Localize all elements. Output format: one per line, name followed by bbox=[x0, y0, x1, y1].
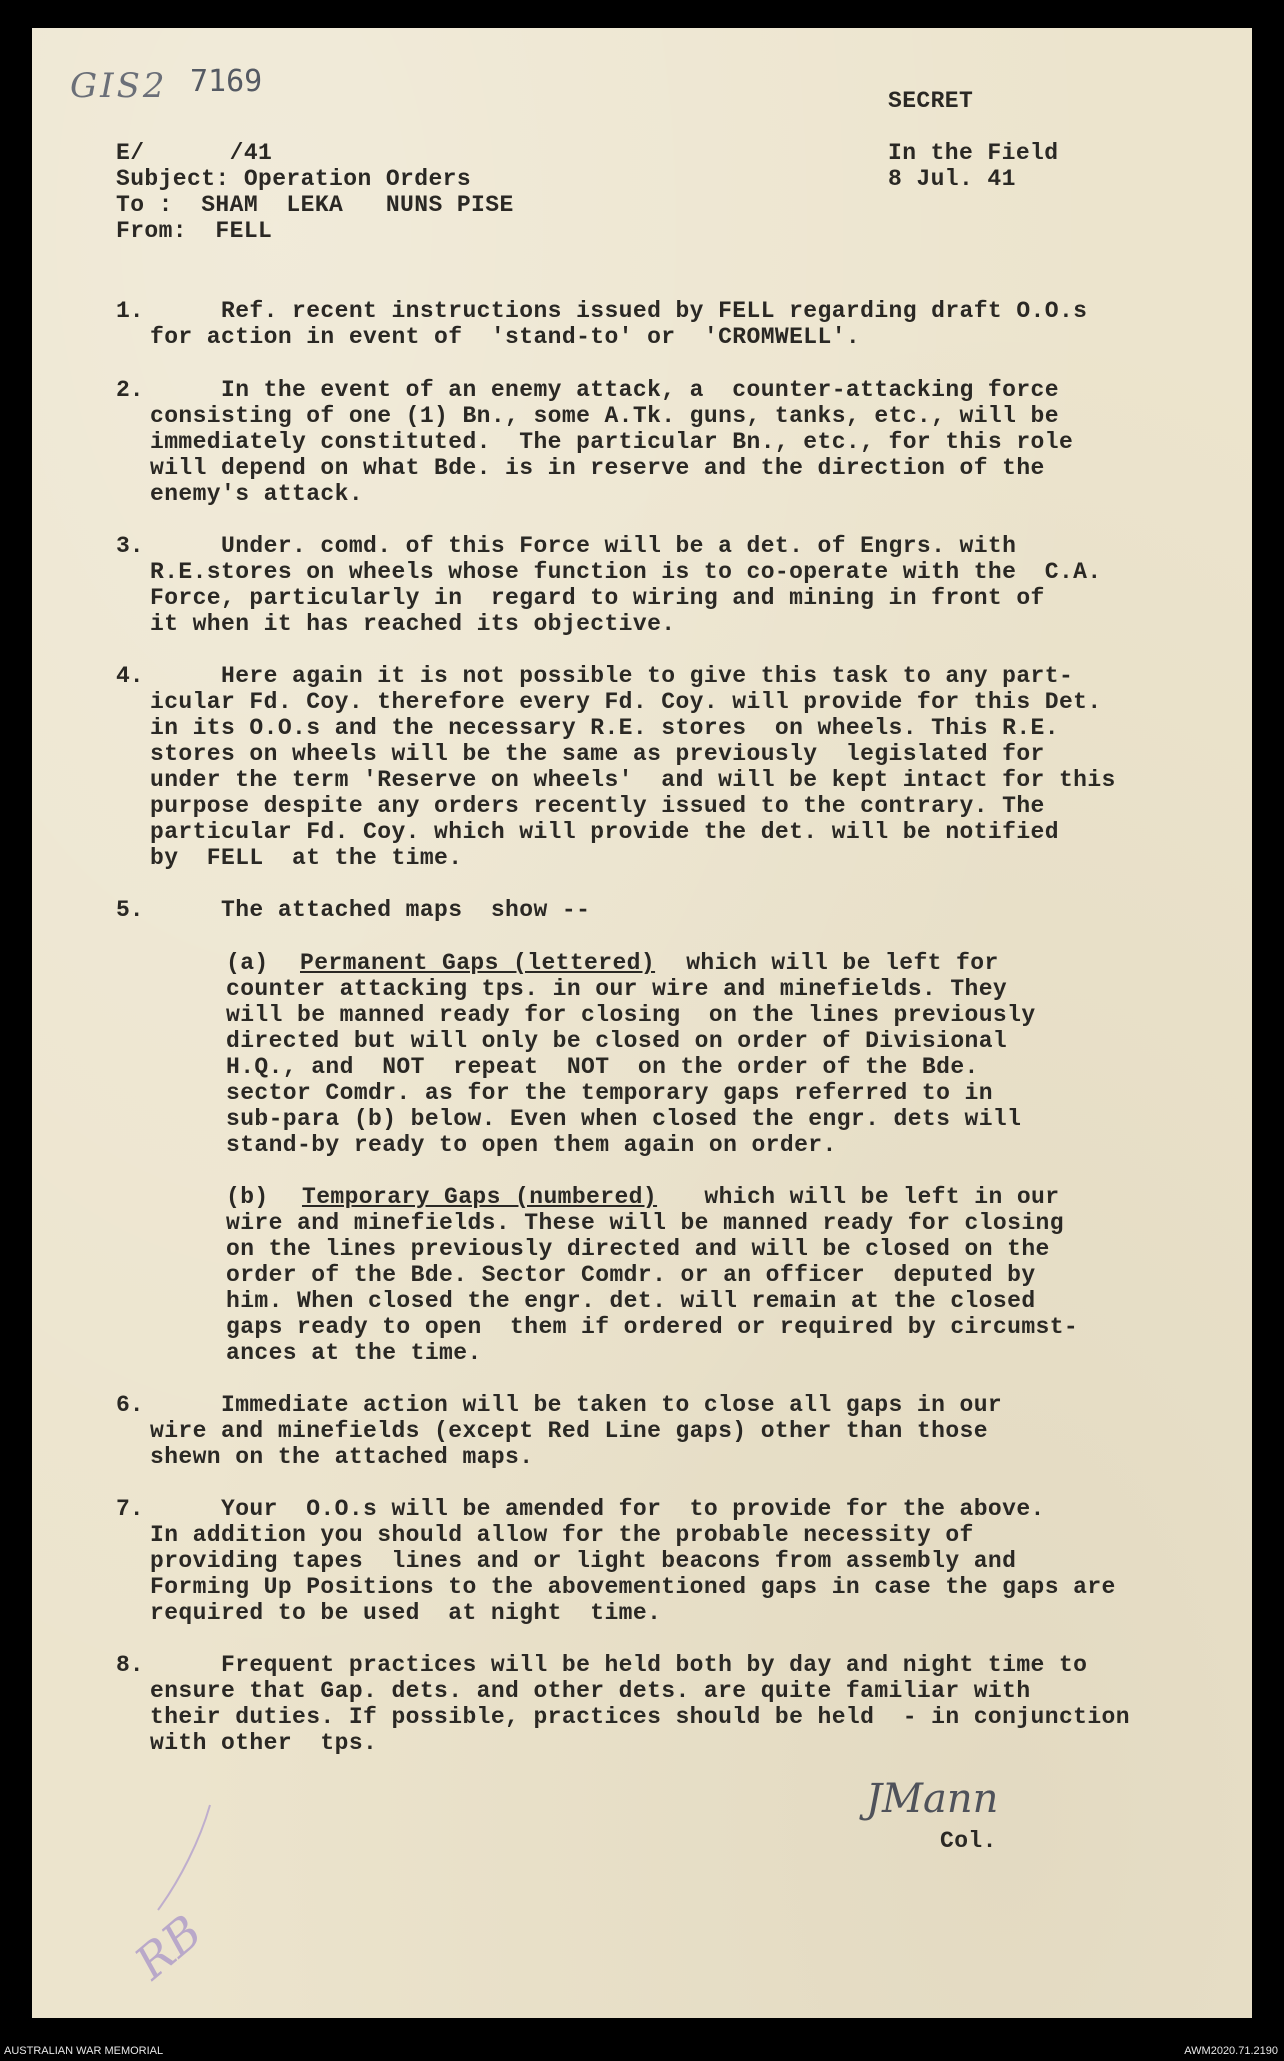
subpara-b-line: order of the Bde. Sector Comdr. or an officer deputed by bbox=[226, 1262, 1036, 1288]
paragraph-6-line: wire and minefields (except Red Line gaps) other than those bbox=[150, 1418, 988, 1444]
paragraph-7-line: In addition you should allow for the probable necessity of bbox=[150, 1522, 974, 1548]
paragraph-2-line: In the event of an enemy attack, a counter-attacking force bbox=[150, 377, 1059, 403]
paragraph-8-line: ensure that Gap. dets. and other dets. are quite familiar with bbox=[150, 1678, 1031, 1704]
paragraph-3-line: Under. comd. of this Force will be a det. of Engrs. with bbox=[150, 533, 1017, 559]
paragraph-number: 7. bbox=[116, 1496, 144, 1522]
paragraph-number: 4. bbox=[116, 663, 144, 689]
subpara-b-heading: Temporary Gaps (numbered) bbox=[302, 1184, 658, 1210]
paragraph-number: 1. bbox=[116, 298, 144, 324]
subpara-a-first-line: which will be left for bbox=[672, 950, 999, 976]
paragraph-2-line: immediately constituted. The particular Bn., etc., for this role bbox=[150, 429, 1074, 455]
subpara-a-line: sector Comdr. as for the temporary gaps referred to in bbox=[226, 1080, 993, 1106]
subpara-a-line: will be manned ready for closing on the lines previously bbox=[226, 1002, 1036, 1028]
paragraph-7-line: providing tapes lines and or light beacons from assembly and bbox=[150, 1548, 1017, 1574]
paragraph-4-line: under the term 'Reserve on wheels' and will be kept intact for this bbox=[150, 767, 1116, 793]
margin-initials: RB bbox=[124, 1904, 212, 1990]
subpara-b-first-line: which will be left in our bbox=[676, 1184, 1060, 1210]
paragraph-1-line: Ref. recent instructions issued by FELL regarding draft O.O.s bbox=[150, 298, 1088, 324]
paragraph-2-line: consisting of one (1) Bn., some A.Tk. guns, tanks, etc., will be bbox=[150, 403, 1059, 429]
paragraph-8-line: Frequent practices will be held both by day and night time to bbox=[150, 1652, 1088, 1678]
sender-line: From: FELL bbox=[116, 218, 273, 244]
subpara-b-line: him. When closed the engr. det. will remain at the closed bbox=[226, 1288, 1036, 1314]
subpara-a-line: directed but will only be closed on order of Divisional bbox=[226, 1028, 1008, 1054]
paragraph-number: 8. bbox=[116, 1652, 144, 1678]
paragraph-3-line: it when it has reached its objective. bbox=[150, 611, 676, 637]
paragraph-6-line: shewn on the attached maps. bbox=[150, 1444, 534, 1470]
subpara-a-label: (a) bbox=[226, 950, 269, 976]
recipients-line: To : SHAM LEKA NUNS PISE bbox=[116, 192, 514, 218]
subpara-a-line: sub-para (b) below. Even when closed the engr. dets will bbox=[226, 1106, 1022, 1132]
subpara-b-line: gaps ready to open them if ordered or required by circumst- bbox=[226, 1314, 1079, 1340]
subpara-a-heading: Permanent Gaps (lettered) bbox=[300, 950, 656, 976]
subpara-a-line: stand-by ready to open them again on order. bbox=[226, 1132, 837, 1158]
pencil-mark bbox=[150, 1800, 220, 1920]
paragraph-number: 5. bbox=[116, 897, 144, 923]
paragraph-4-line: in its O.O.s and the necessary R.E. stores on wheels. This R.E. bbox=[150, 715, 1059, 741]
paragraph-7-line: Your O.O.s will be amended for to provide for the above. bbox=[150, 1496, 1045, 1522]
paragraph-6-line: Immediate action will be taken to close all gaps in our bbox=[150, 1392, 1003, 1418]
subpara-b-label: (b) bbox=[226, 1184, 269, 1210]
paragraph-number: 2. bbox=[116, 377, 144, 403]
classification-marking: SECRET bbox=[888, 88, 974, 114]
paragraph-7-line: Forming Up Positions to the abovementioned gaps in case the gaps are bbox=[150, 1574, 1116, 1600]
subpara-b-line: on the lines previously directed and will be closed on the bbox=[226, 1236, 1050, 1262]
handwritten-reference: GIS2 bbox=[70, 66, 168, 106]
paragraph-7-line: required to be used at night time. bbox=[150, 1600, 662, 1626]
paragraph-number: 6. bbox=[116, 1392, 144, 1418]
signatory-rank: Col. bbox=[940, 1828, 997, 1854]
document-location: In the Field bbox=[888, 140, 1059, 166]
subject-line: Subject: Operation Orders bbox=[116, 166, 472, 192]
paragraph-4-line: stores on wheels will be the same as previously legislated for bbox=[150, 741, 1045, 767]
footer-archive: AUSTRALIAN WAR MEMORIAL bbox=[4, 2045, 164, 2057]
document-reference: E/ /41 bbox=[116, 140, 273, 166]
paragraph-2-line: will depend on what Bde. is in reserve and the direction of the bbox=[150, 455, 1045, 481]
paragraph-4-line: purpose despite any orders recently issued to the contrary. The bbox=[150, 793, 1045, 819]
paragraph-1-line: for action in event of 'stand-to' or 'CROMWELL'. bbox=[150, 324, 861, 350]
subpara-a-line: H.Q., and NOT repeat NOT on the order of the Bde. bbox=[226, 1054, 979, 1080]
subpara-b-line: ances at the time. bbox=[226, 1340, 482, 1366]
stamp-number: 7169 bbox=[190, 64, 263, 99]
paragraph-8-line: their duties. If possible, practices should be held - in conjunction bbox=[150, 1704, 1130, 1730]
paragraph-4-line: icular Fd. Coy. therefore every Fd. Coy. will provide for this Det. bbox=[150, 689, 1102, 715]
subpara-b-line: wire and minefields. These will be manned ready for closing bbox=[226, 1210, 1064, 1236]
paragraph-4-line: particular Fd. Coy. which will provide the det. will be notified bbox=[150, 819, 1059, 845]
paragraph-5-line: The attached maps show -- bbox=[150, 897, 591, 923]
paragraph-8-line: with other tps. bbox=[150, 1730, 378, 1756]
paragraph-3-line: R.E.stores on wheels whose function is to co-operate with the C.A. bbox=[150, 559, 1102, 585]
paragraph-4-line: by FELL at the time. bbox=[150, 845, 463, 871]
paragraph-4-line: Here again it is not possible to give this task to any part- bbox=[150, 663, 1074, 689]
paragraph-number: 3. bbox=[116, 533, 144, 559]
subpara-a-line: counter attacking tps. in our wire and minefields. They bbox=[226, 976, 1008, 1002]
signature: JMann bbox=[866, 1776, 999, 1822]
footer-accession: AWM2020.71.2190 bbox=[1184, 2045, 1278, 2057]
paragraph-3-line: Force, particularly in regard to wiring and mining in front of bbox=[150, 585, 1045, 611]
paragraph-2-line: enemy's attack. bbox=[150, 481, 364, 507]
document-date: 8 Jul. 41 bbox=[888, 166, 1016, 192]
